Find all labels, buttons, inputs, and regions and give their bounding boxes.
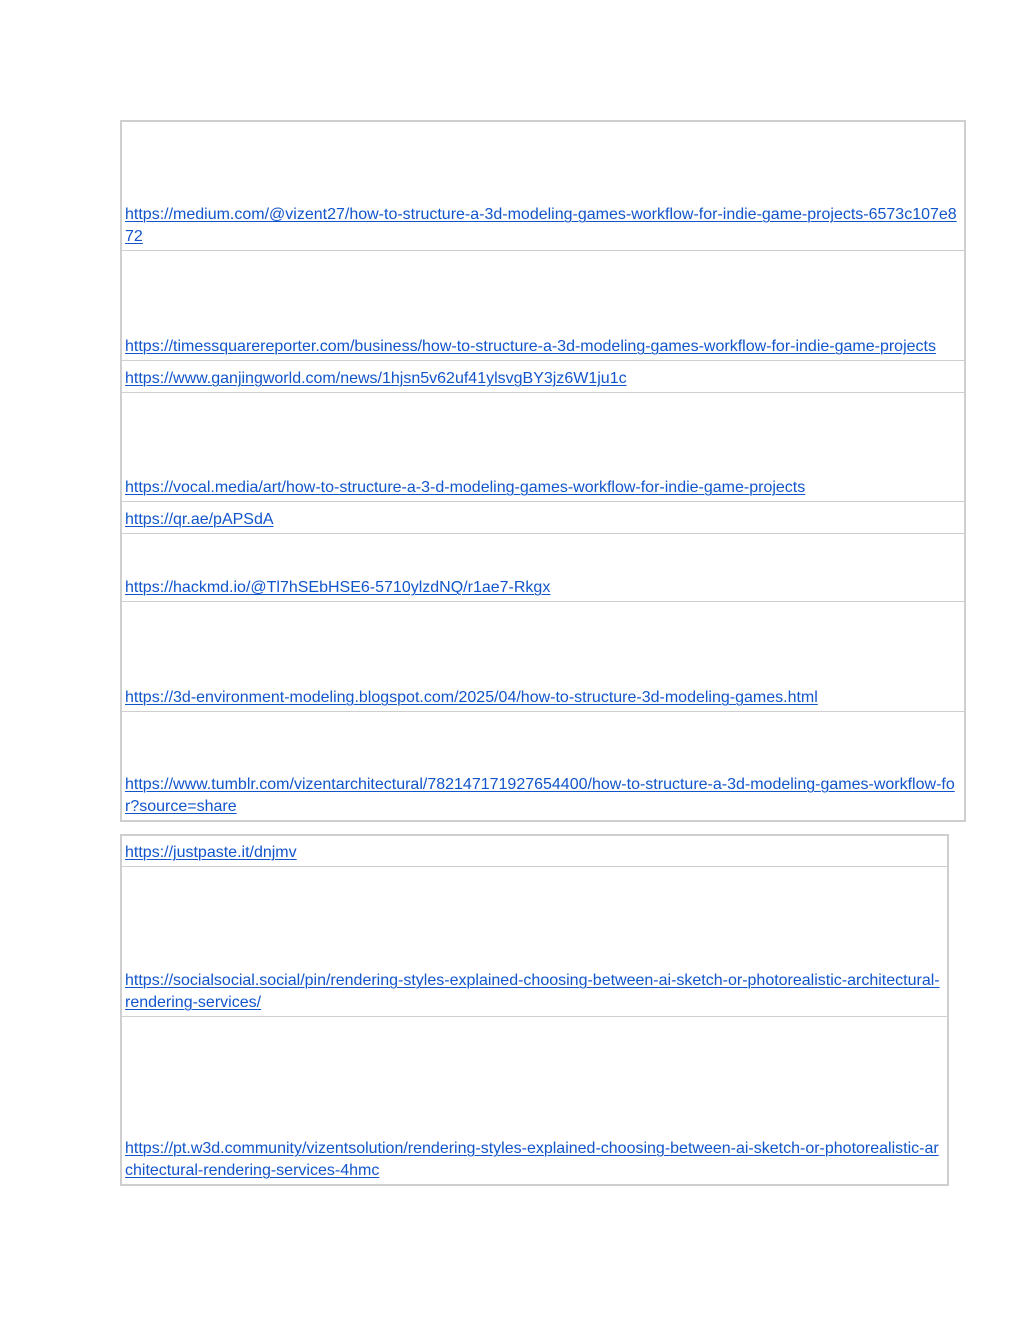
table-row: [121, 502, 965, 534]
blogspot-link[interactable]: https://3d-environment-modeling.blogspot.com/2025/04/how-to-structure-3d-modeling-games.html: [125, 689, 818, 706]
link-table-1: [120, 120, 966, 822]
vocal-media-link[interactable]: https://vocal.media/art/how-to-structure-a-3-d-modeling-games-workflow-for-indie-game-projects: [125, 479, 806, 496]
table-cell: [121, 121, 965, 251]
table-row: [121, 602, 965, 712]
timessquarereporter-link[interactable]: https://timessquarereporter.com/business/how-to-structure-a-3d-modeling-games-workflow-for-indie-game-projects: [125, 338, 936, 355]
table-row: [121, 361, 965, 393]
tumblr-link[interactable]: https://www.tumblr.com/vizentarchitectural/782147171927654400/how-to-structure-a-3d-modeling-games-workflow-for?source=share: [125, 776, 955, 815]
table-cell: [121, 1017, 948, 1186]
hackmd-link[interactable]: https://hackmd.io/@Tl7hSEbHSE6-5710ylzdNQ/r1ae7-Rkgx: [125, 579, 551, 596]
table-cell: [121, 712, 965, 822]
table-row: [121, 712, 965, 822]
w3d-community-link[interactable]: https://pt.w3d.community/vizentsolution/rendering-styles-explained-choosing-between-ai-sketch-or-photorealistic-architectural-rendering-services-4hmc: [125, 1140, 939, 1179]
socialsocial-link[interactable]: https://socialsocial.social/pin/rendering-styles-explained-choosing-between-ai-sketch-or-photorealistic-architectural-rendering-services/: [125, 972, 940, 1011]
quora-short-link[interactable]: https://qr.ae/pAPSdA: [125, 511, 274, 528]
table-cell: [121, 502, 965, 534]
table-cell: [121, 602, 965, 712]
table-cell: [121, 867, 948, 1017]
table-cell: [121, 835, 948, 867]
table-row: [121, 867, 948, 1017]
table-row: [121, 251, 965, 361]
table-row: [121, 534, 965, 602]
link-table-2: [120, 834, 949, 1186]
table-cell: [121, 251, 965, 361]
ganjingworld-link[interactable]: https://www.ganjingworld.com/news/1hjsn5v62uf41ylsvgBY3jz6W1ju1c: [125, 370, 627, 387]
table-cell: [121, 393, 965, 502]
justpaste-link[interactable]: https://justpaste.it/dnjmv: [125, 844, 297, 861]
medium-link[interactable]: https://medium.com/@vizent27/how-to-structure-a-3d-modeling-games-workflow-for-indie-game-projects-6573c107e872: [125, 206, 957, 245]
table-row: [121, 393, 965, 502]
table-row: [121, 121, 965, 251]
table-cell: [121, 361, 965, 393]
table-cell: [121, 534, 965, 602]
table-row: [121, 835, 948, 867]
table-row: [121, 1017, 948, 1186]
